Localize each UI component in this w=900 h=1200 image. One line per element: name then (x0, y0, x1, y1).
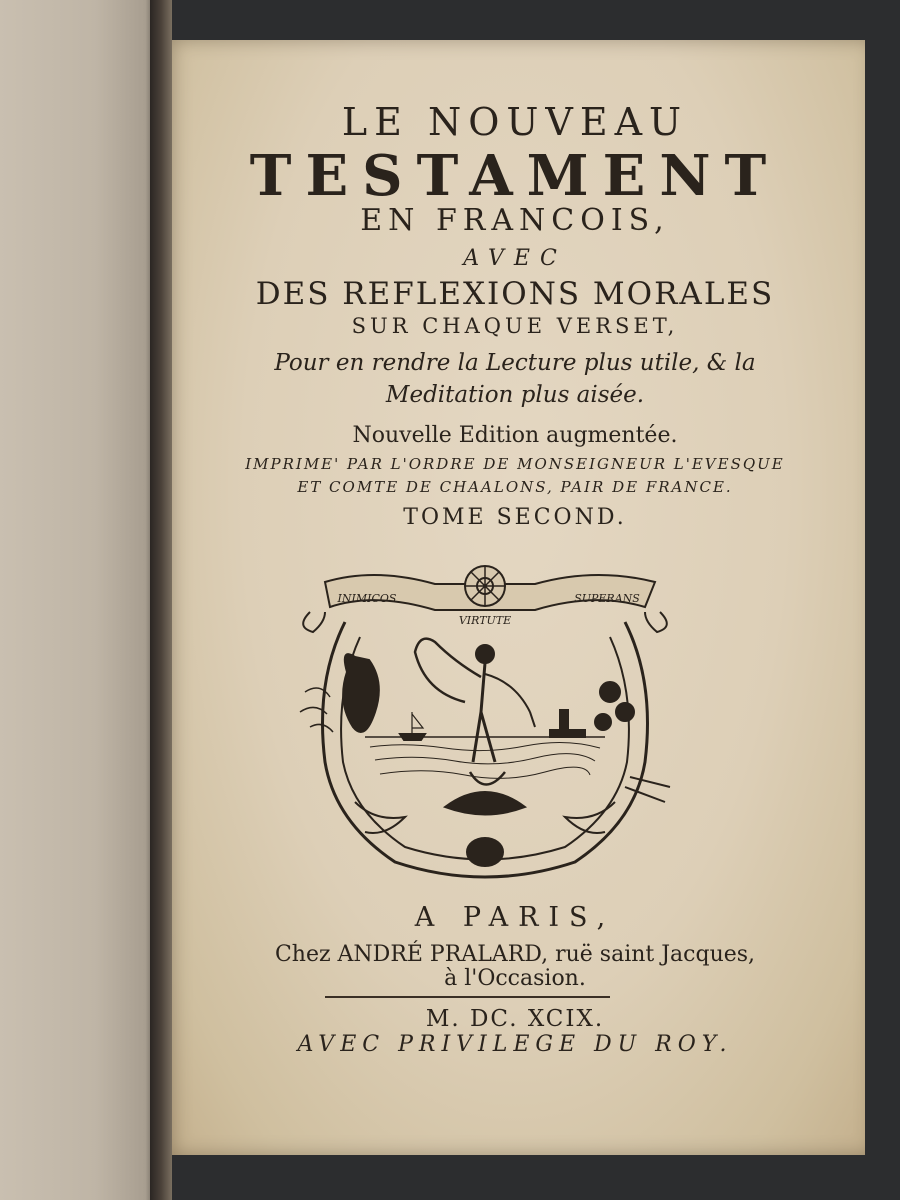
banner-left-text: INIMICOS (337, 592, 397, 605)
subtitle-line-1: Pour en rendre la Lecture plus utile, & la (274, 350, 756, 376)
title-line-nouveau: LE NOUVEAU (341, 100, 689, 144)
authority-line-1: IMPRIME' PAR L'ORDRE DE MONSEIGNEUR L'EVESQUE (245, 455, 785, 473)
subtitle-line-2: Meditation plus aisée. (385, 382, 645, 408)
printer-device-vignette (285, 562, 685, 892)
publication-year: M. DC. XCIX. (425, 1006, 605, 1032)
imprint-rule (325, 996, 610, 998)
title-line-reflexions: DES REFLEXIONS MORALES (255, 276, 775, 312)
banner-right-text: SUPERANS (574, 592, 640, 605)
title-line-francois: EN FRANCOIS, (360, 203, 670, 238)
title-line-verset: SUR CHAQUE VERSET, (351, 314, 679, 338)
title-line-testament: TESTAMENT (249, 143, 781, 209)
imprint-sign: à l'Occasion. (444, 966, 586, 991)
left-page (0, 0, 158, 1200)
imprint-city: A PARIS, (414, 902, 616, 933)
edition-line: Nouvelle Edition augmentée. (352, 423, 678, 448)
authority-line-2: ET COMTE DE CHAALONS, PAIR DE FRANCE. (297, 478, 733, 496)
royal-privilege: AVEC PRIVILEGE DU ROY. (297, 1032, 733, 1057)
title-line-avec: AVEC (463, 246, 567, 271)
volume-line: TOME SECOND. (403, 505, 627, 530)
imprint-publisher: Chez ANDRÉ PRALARD, ruë saint Jacques, (274, 942, 756, 967)
banner-center-text: VIRTUTE (458, 614, 512, 627)
